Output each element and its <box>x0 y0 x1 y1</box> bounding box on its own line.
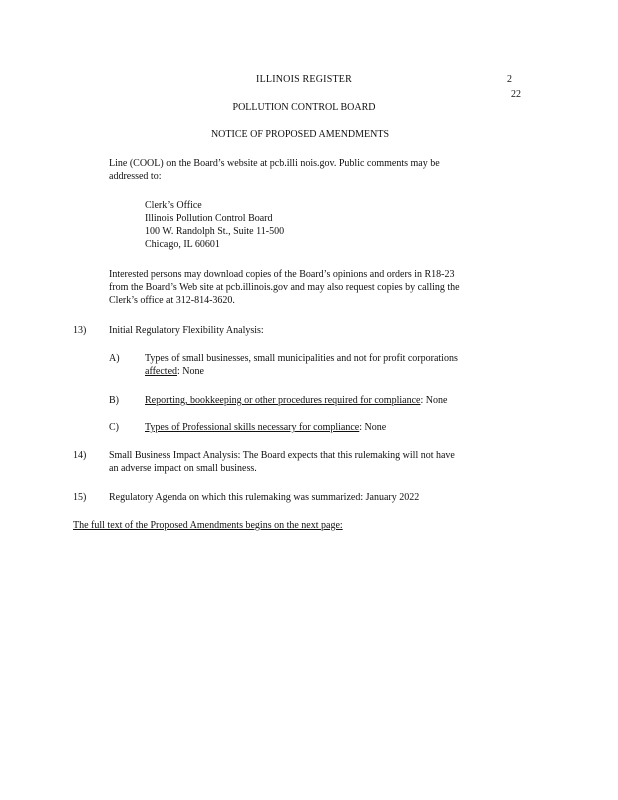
item-13b-rest: : None <box>420 395 448 406</box>
item-13c-label: C) <box>109 422 119 433</box>
page-number-secondary: 22 <box>511 89 521 100</box>
notice-title: NOTICE OF PROPOSED AMENDMENTS <box>210 129 390 140</box>
item-14-number: 14) <box>73 450 87 461</box>
item-13c-text <box>145 421 386 434</box>
item-13b-label: B) <box>109 395 119 406</box>
address-line: 100 W. Randolph St., Suite 11-500 <box>145 226 285 237</box>
item-13a-label: A) <box>109 353 120 364</box>
item-15-text: Regulatory Agenda on which this rulemaking was summarized: January 2022 <box>109 492 420 503</box>
intro-line: addressed to: <box>109 171 162 182</box>
item-13-number: 13) <box>73 325 87 336</box>
address-block <box>145 199 385 251</box>
address-line: Chicago, IL 60601 <box>145 239 220 250</box>
register-title: ILLINOIS REGISTER <box>256 74 352 85</box>
item-13a-line <box>145 365 517 378</box>
item-13c-rest: : None <box>359 422 387 433</box>
item-15-number: 15) <box>73 492 87 503</box>
item-13-title: Initial Regulatory Flexibility Analysis: <box>109 325 264 336</box>
item-14-text <box>109 449 519 475</box>
address-line: Illinois Pollution Control Board <box>145 213 273 224</box>
full-text-note: The full text of the Proposed Amendments begins on the next page: <box>73 520 343 531</box>
page-number: 2 <box>507 74 512 85</box>
intro-paragraph <box>109 157 506 183</box>
interested-line: Interested persons may download copies of the Board’s opinions and orders in R18-23 <box>109 269 455 280</box>
interested-line: from the Board’s Web site at pcb.illinois.gov and may also request copies by calling the <box>109 282 460 293</box>
intro-line: Line (COOL) on the Board’s website at pcb.illi nois.gov. Public comments may be <box>109 158 440 169</box>
affected-rest: : None <box>177 366 204 377</box>
item-13b-text <box>145 394 447 407</box>
interested-line: Clerk’s office at 312-814-3620. <box>109 295 235 306</box>
item-13c-underlined: Types of Professional skills necessary for compliance <box>145 422 360 433</box>
item-14-line: Small Business Impact Analysis: The Board expects that this rulemaking will not have <box>109 450 455 461</box>
affected-underlined: affected <box>145 366 178 377</box>
item-14-line: an adverse impact on small business. <box>109 463 257 474</box>
item-13a-text <box>145 352 517 378</box>
item-13a-line: Types of small businesses, small municipalities and not for profit corporations <box>145 353 458 364</box>
board-title: POLLUTION CONTROL BOARD <box>232 102 376 113</box>
address-line: Clerk’s Office <box>145 200 202 211</box>
item-13b-underlined: Reporting, bookkeeping or other procedures required for compliance <box>145 395 421 406</box>
interested-paragraph <box>109 268 529 307</box>
